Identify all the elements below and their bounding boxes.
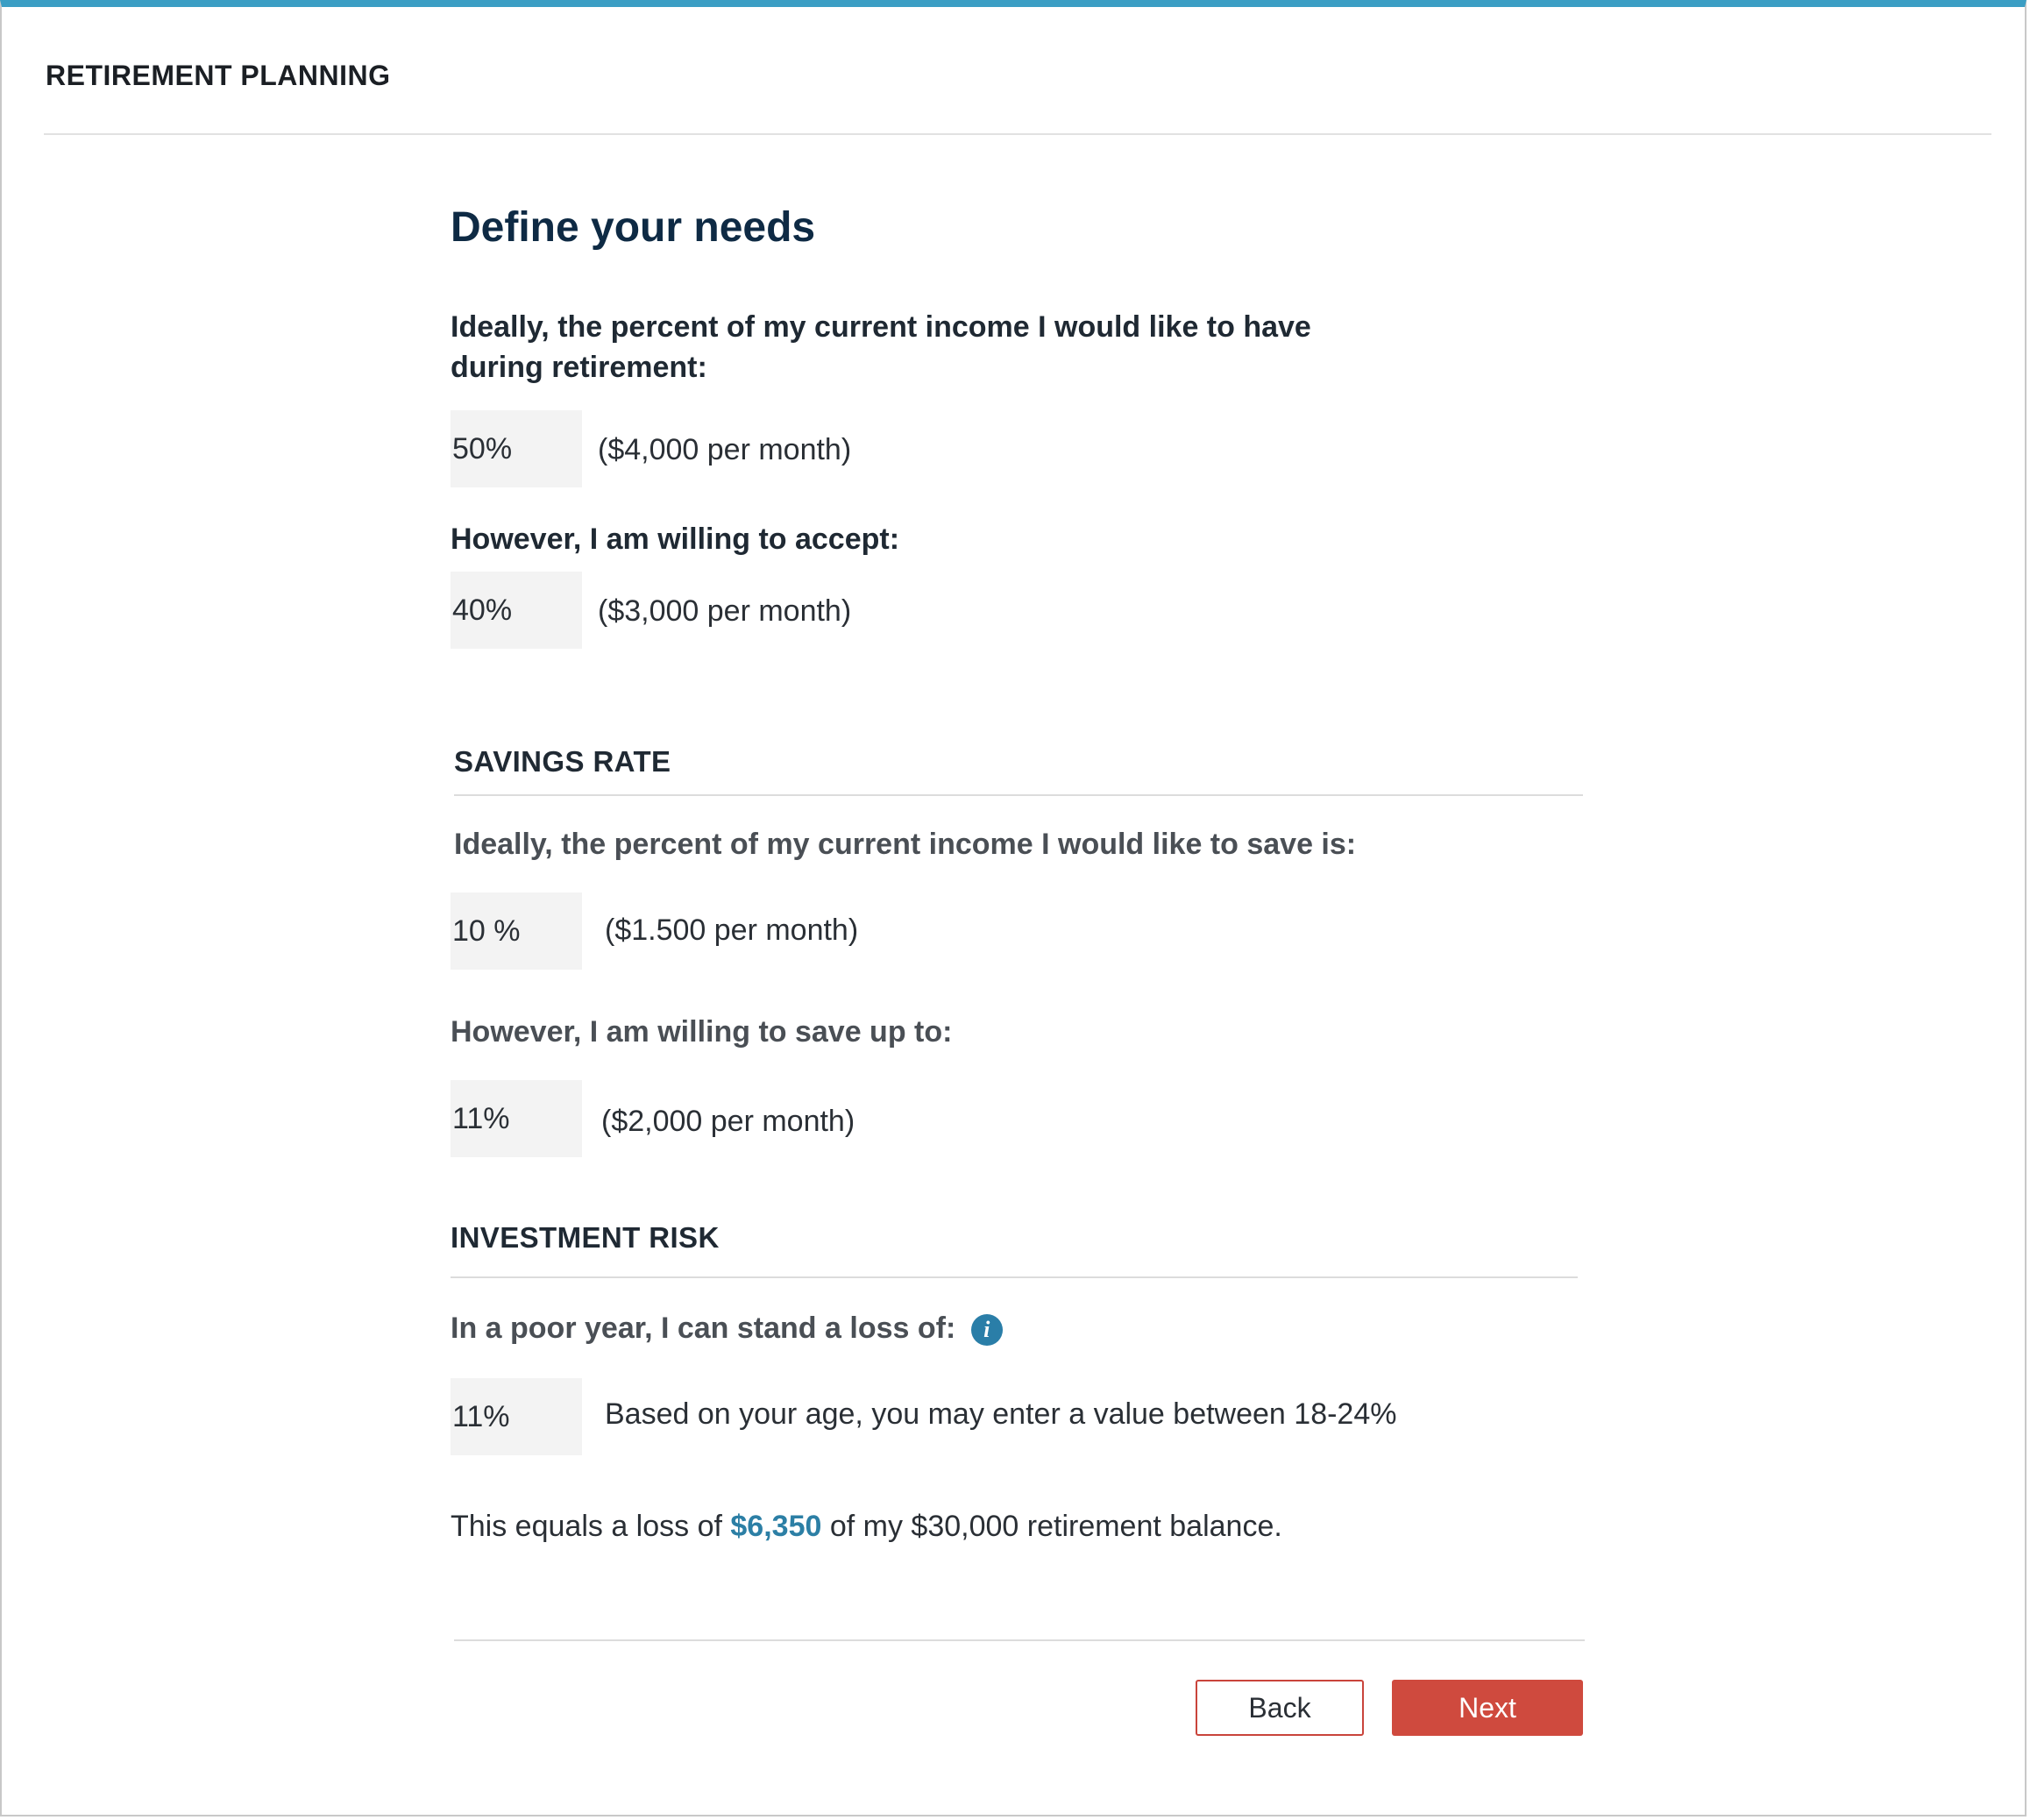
ideal-income-question-line2: during retirement:: [451, 351, 707, 384]
loss-summary-amount: $6,350: [730, 1510, 822, 1543]
next-button[interactable]: Next: [1392, 1680, 1583, 1736]
risk-section-title: INVESTMENT RISK: [451, 1221, 720, 1254]
ideal-savings-percent-input[interactable]: [451, 892, 582, 970]
footer-divider: [454, 1639, 1585, 1641]
loss-question: In a poor year, I can stand a loss of:: [451, 1312, 956, 1345]
accept-income-question: However, I am willing to accept:: [451, 523, 900, 556]
ideal-income-monthly: ($4,000 per month): [598, 433, 852, 466]
ideal-income-percent-input[interactable]: [451, 410, 582, 487]
info-icon[interactable]: i: [971, 1314, 1003, 1346]
app-title: RETIREMENT PLANNING: [46, 60, 391, 91]
ideal-income-question: [451, 307, 1311, 387]
upto-savings-monthly: ($2,000 per month): [601, 1105, 855, 1138]
upto-savings-percent-input[interactable]: [451, 1080, 582, 1157]
page-title: Define your needs: [451, 204, 816, 251]
loss-hint: Based on your age, you may enter a value between 18-24%: [605, 1397, 1397, 1431]
ideal-savings-question: Ideally, the percent of my current income I would like to save is:: [454, 828, 1357, 861]
ideal-savings-monthly: ($1.500 per month): [605, 914, 859, 947]
loss-summary: [451, 1510, 1282, 1544]
upto-savings-question: However, I am willing to save up to:: [451, 1015, 953, 1049]
savings-section-divider: [454, 794, 1583, 796]
accept-income-monthly: ($3,000 per month): [598, 594, 852, 628]
ideal-income-question-line1: Ideally, the percent of my current income I would like to have: [451, 310, 1311, 344]
savings-section-title: SAVINGS RATE: [454, 745, 671, 778]
loss-summary-prefix: This equals a loss of: [451, 1510, 722, 1543]
loss-percent-input[interactable]: [451, 1378, 582, 1455]
back-button[interactable]: Back: [1196, 1680, 1364, 1736]
loss-summary-suffix: of my $30,000 retirement balance.: [829, 1510, 1282, 1543]
risk-section-divider: [451, 1276, 1578, 1278]
header-divider: [44, 133, 1991, 135]
loss-question-row: [451, 1308, 1003, 1348]
accept-income-percent-input[interactable]: [451, 572, 582, 649]
